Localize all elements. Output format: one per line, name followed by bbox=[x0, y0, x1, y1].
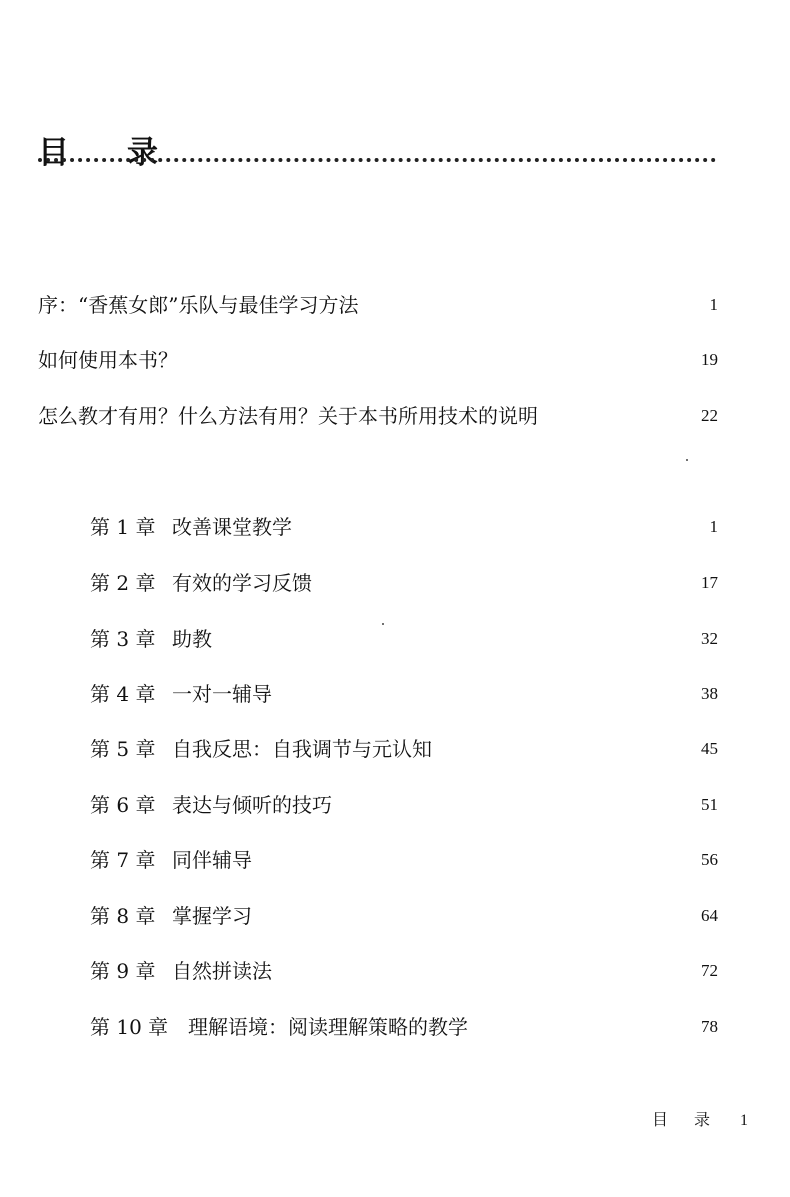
chapter-page: 64 bbox=[701, 906, 718, 925]
chapter-number: 第 7 章 bbox=[90, 848, 156, 872]
chapter-title: 一对一辅导 bbox=[172, 682, 272, 706]
footer-section-label: 目录 bbox=[651, 1110, 736, 1129]
footer-page-number: 1 bbox=[740, 1112, 748, 1129]
chapter-page: 56 bbox=[701, 850, 718, 869]
chapter-page: 45 bbox=[701, 739, 718, 758]
chapter-number: 第 5 章 bbox=[90, 737, 156, 761]
chapter-title: 自我反思：自我调节与元认知 bbox=[172, 737, 432, 761]
toc-chapter-6[interactable] bbox=[90, 790, 718, 820]
chapter-title: 自然拼读法 bbox=[172, 959, 272, 983]
toc-entry-title: 如何使用本书？ bbox=[38, 348, 178, 372]
chapter-number: 第 1 章 bbox=[90, 515, 156, 539]
chapter-page: 51 bbox=[701, 795, 718, 814]
chapter-title: 掌握学习 bbox=[172, 904, 252, 928]
chapter-title: 改善课堂教学 bbox=[172, 515, 292, 539]
page-title: 目录 bbox=[38, 134, 216, 171]
toc-entry-title: 序：“香蕉女郎”乐队与最佳学习方法 bbox=[38, 293, 359, 317]
toc-entry-page: 22 bbox=[701, 406, 718, 425]
chapter-title: 同伴辅导 bbox=[172, 848, 252, 872]
toc-chapter-3[interactable] bbox=[90, 624, 718, 654]
toc-entry-how-to-use[interactable] bbox=[38, 345, 718, 375]
page-footer bbox=[652, 1108, 748, 1133]
toc-entry-page: 1 bbox=[709, 295, 718, 314]
toc-chapter-7[interactable] bbox=[90, 845, 718, 875]
toc-chapter-2[interactable] bbox=[90, 568, 718, 598]
chapter-number: 第 8 章 bbox=[90, 904, 156, 928]
chapter-number: 第 3 章 bbox=[90, 627, 156, 651]
chapter-title: 表达与倾听的技巧 bbox=[172, 793, 332, 817]
chapter-page: 17 bbox=[701, 573, 718, 592]
toc-entry-preface[interactable] bbox=[38, 290, 718, 320]
chapter-title: 助教 bbox=[172, 627, 212, 651]
toc-entry-techniques-note[interactable] bbox=[38, 401, 718, 431]
chapter-title: 理解语境：阅读理解策略的教学 bbox=[188, 1015, 468, 1039]
toc-entry-page: 19 bbox=[701, 350, 718, 369]
chapter-page: 32 bbox=[701, 629, 718, 648]
toc-chapter-10[interactable] bbox=[90, 1012, 718, 1042]
toc-chapter-1[interactable] bbox=[90, 512, 718, 542]
toc-chapter-5[interactable] bbox=[90, 734, 718, 764]
chapter-page: 72 bbox=[701, 961, 718, 980]
chapter-number: 第 9 章 bbox=[90, 959, 156, 983]
scan-speck bbox=[686, 459, 688, 461]
chapter-number: 第 10 章 bbox=[90, 1015, 169, 1039]
chapter-number: 第 2 章 bbox=[90, 571, 156, 595]
title-dotted-rule bbox=[38, 158, 716, 162]
chapter-page: 38 bbox=[701, 684, 718, 703]
chapter-number: 第 6 章 bbox=[90, 793, 156, 817]
toc-chapter-9[interactable] bbox=[90, 956, 718, 986]
toc-chapter-8[interactable] bbox=[90, 901, 718, 931]
toc-entry-title: 怎么教才有用？什么方法有用？关于本书所用技术的说明 bbox=[38, 404, 538, 428]
chapter-number: 第 4 章 bbox=[90, 682, 156, 706]
chapter-title: 有效的学习反馈 bbox=[172, 571, 312, 595]
toc-chapter-4[interactable] bbox=[90, 679, 718, 709]
chapter-page: 1 bbox=[709, 517, 718, 536]
chapter-page: 78 bbox=[701, 1017, 718, 1036]
